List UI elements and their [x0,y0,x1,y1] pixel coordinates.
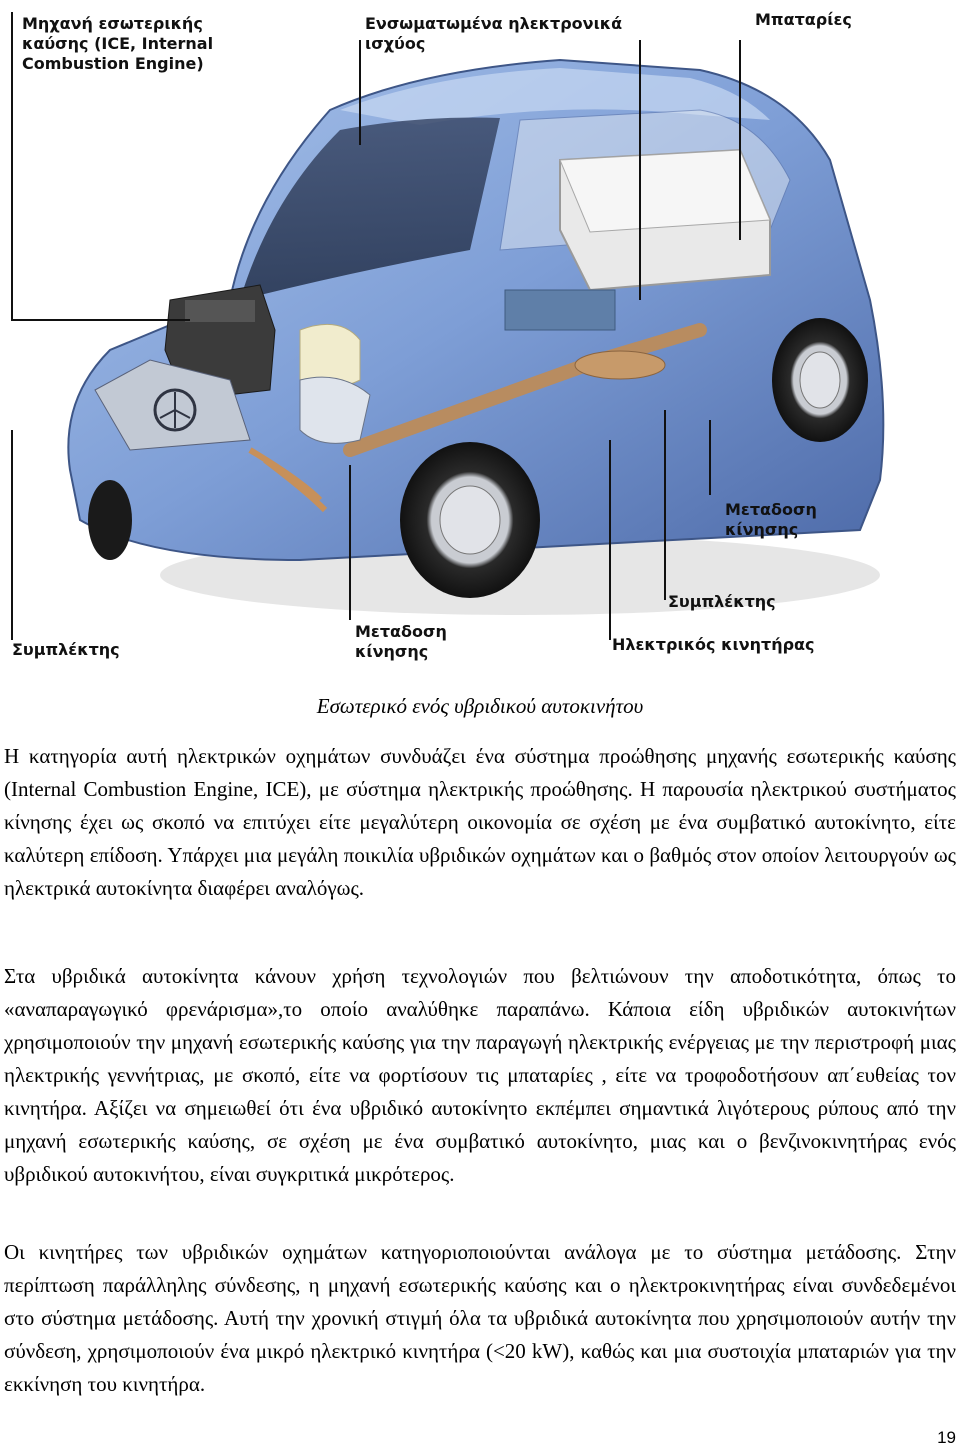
page-number: 19 [937,1428,956,1447]
label-clutch-left: Συμπλέκτης [12,640,120,659]
hybrid-car-figure [0,0,960,680]
label-clutch-right: Συμπλέκτης [668,592,776,611]
figure-caption: Εσωτερικό ενός υβριδικού αυτοκινήτου [316,694,644,718]
label-power-electronics: Ενσωματωμένα ηλεκτρονικά ισχύος [365,14,623,53]
paragraph-1: Η κατηγορία αυτή ηλεκτρικών οχημάτων συνδυάζει ένα σύστημα προώθησης μηχανής εσωτερικής καύσης (Internal Combustion Engine, ICE), με σύστημα ηλεκτρικής προώθησης. Η παρουσία ηλεκτρικού συστήματος κίνησης έχει ως σκοπό να επιτύχει είτε μεγαλύτερη οικονομία σε σχέση με ένα συμβατικό αυτοκίνητο, είτε καλύτερη επίδοση. Υπάρχει μια μεγάλη ποικιλία υβριδικών οχημάτων και ο βαθμός στον οποίον λειτουργούν ως ηλεκτρικά αυτοκίνητα διαφέρει αναλόγως. [4,744,956,900]
label-ice: Μηχανή εσωτερικής καύσης (ICE, Internal Combustion Engine) [22,14,214,73]
paragraph-3: Οι κινητήρες των υβριδικών οχημάτων κατηγοριοποιούνται ανάλογα με το σύστημα μετάδοσης. Στην περίπτωση παράλληλης σύνδεσης, η μηχανή εσωτερικής καύσης και ο ηλεκτροκινητήρας είναι συνδεδεμένοι στο σύστημα μετάδοσης. Αυτή την χρονική στιγμή όλα τα υβριδικά αυτοκίνητα που χρησιμοποιούν αυτήν την σύνδεση, χρησιμοποιούν ένα μικρό ηλεκτρικό κινητήρα (<20 kW), καθώς και μια συστοιχία μπαταριών για την εκκίνηση του κινητήρα. [4,1240,956,1396]
paragraph-2: Στα υβριδικά αυτοκίνητα κάνουν χρήση τεχνολογιών που βελτιώνουν την αποδοτικότητα, όπως το «αναπαραγωγικό φρενάρισμα»,το οποίο αναλύθηκε παραπάνω. Κάποια είδη υβριδικών αυτοκινήτων χρησιμοποιούν την μηχανή εσωτερικής καύσης για την παραγωγή ηλεκτρικής ενέργειας με την περιστροφή μιας ηλεκτρικής γεννήτριας, με σκοπό, είτε να φορτίσουν τις μπαταρίες , είτε να τροφοδοτήσουν απ΄ευθείας τον κινητήρα. Αξίζει να σημειωθεί ότι ένα υβριδικό αυτοκίνητο εκπέμπει σημαντικά λιγότερους ρύπους από την μηχανή εσωτερικής καύσης, σε σχέση με ένα συμβατικό αυτοκίνητο, μιας και ο βενζινοκινητήρας ενός υβριδικού αυτοκινήτου, είναι συγκριτικά μικρότερος. [4,964,956,1186]
label-transmission-right: Μεταδοση κίνησης [725,500,817,539]
hybrid-car-illustration [0,0,960,680]
label-transmission-bottom: Μεταδοση κίνησης [355,622,447,661]
label-electric-motor: Ηλεκτρικός κινητήρας [612,635,815,654]
label-batteries: Μπαταρίες [755,10,852,29]
